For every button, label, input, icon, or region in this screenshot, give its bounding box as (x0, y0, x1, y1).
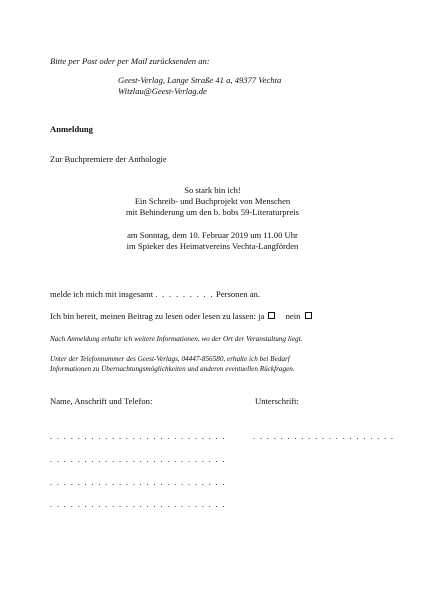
event-subtitle-1: Ein Schreib- und Buchprojekt von Menschen (134, 196, 291, 206)
name-line-1[interactable]: . . . . . . . . . . . . . . . . . . . . . . . . . . (50, 431, 226, 441)
form-intro: Zur Buchpremiere der Anthologie (50, 154, 167, 164)
name-line-2[interactable]: . . . . . . . . . . . . . . . . . . . . . . . . . . (50, 454, 226, 464)
phone-info-note-2: Informationen zu Übernachtungsmöglichkeiten und anderen eventuellen Rückfragen. (50, 365, 295, 373)
persons-prefix: melde ich mich mit insgesamt (50, 289, 154, 299)
no-label: nein (285, 311, 301, 321)
publisher-address: Geest-Verlag, Lange Straße 41 a, 49377 Vechta (118, 75, 282, 85)
form-heading: Anmeldung (50, 124, 93, 134)
name-address-label: Name, Anschrift und Telefon: (50, 396, 153, 406)
event-title: So stark bin ich! (184, 185, 241, 195)
event-place: im Spieker des Heimatvereins Vechta-Langförden (126, 241, 299, 251)
event-date: am Sonntag, dem 10. Februar 2019 um 11.00 Uhr (127, 230, 298, 240)
persons-line (50, 289, 260, 300)
signature-line[interactable]: . . . . . . . . . . . . . . . . . . . . . (253, 431, 395, 441)
name-line-3[interactable]: . . . . . . . . . . . . . . . . . . . . . . . . . . (50, 477, 226, 487)
name-line-4[interactable]: . . . . . . . . . . . . . . . . . . . . . . . . . . (50, 499, 226, 509)
reading-question: Ich bin bereit, meinen Beitrag zu lesen oder lesen zu lassen: (50, 311, 256, 321)
venue-info-note: Nach Anmeldung erhalte ich weitere Informationen, wo der Ort der Veranstaltung liegt. (50, 335, 303, 343)
event-subtitle-2: mit Behinderung um den b. bobs 59-Literaturpreis (125, 207, 300, 217)
yes-checkbox[interactable] (268, 312, 275, 319)
no-checkbox[interactable] (305, 312, 312, 319)
return-note: Bitte per Post oder per Mail zurücksenden an: (50, 56, 210, 66)
persons-count-field[interactable]: . . . . . . . . . (155, 289, 214, 299)
yes-label: ja (258, 311, 265, 321)
reading-line (50, 311, 314, 322)
phone-info-note-1: Unter der Telefonnummer des Geest-Verlags, 04447-856580, erhalte ich bei Bedarf (50, 355, 290, 363)
publisher-email[interactable]: Witzlau@Geest-Verlag.de (118, 86, 207, 96)
persons-suffix: Personen an. (216, 289, 260, 299)
signature-label: Unterschrift: (255, 396, 299, 406)
